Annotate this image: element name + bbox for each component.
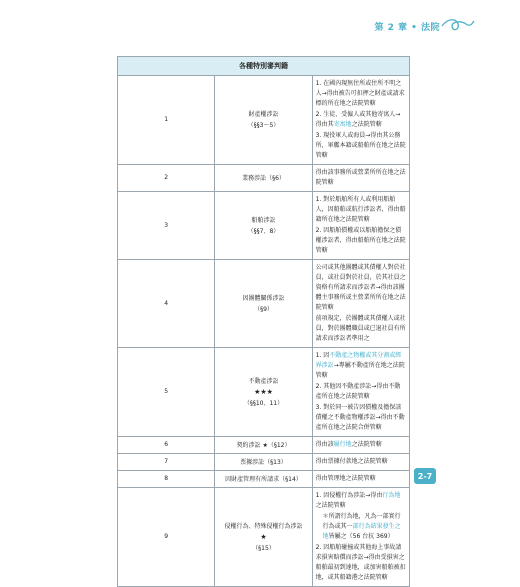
special-jurisdiction-table — [117, 56, 410, 587]
article-reference: （§§10、11） — [243, 399, 284, 407]
rule-item: 1. 在國內現無住所或住所不明之人→得由被告可扣押之財產或請求標的所在地之法院管轄 — [315, 80, 405, 107]
litigation-type — [215, 471, 312, 488]
table-row — [118, 454, 410, 471]
importance-stars: ★ — [260, 532, 267, 541]
litigation-type-label: 票據涉訟（§13） — [240, 458, 287, 466]
litigation-type-label: 財產權涉訟 — [248, 111, 279, 118]
row-number: 2 — [118, 165, 215, 192]
table-row — [118, 165, 410, 192]
table-row — [118, 348, 410, 437]
rule-item: 得由該事務所或營業所所在地之法院管轄 — [315, 169, 406, 186]
importance-stars: ★★★ — [254, 387, 273, 396]
note-item: ＊所謂行為地，凡為一部實行行為或其一部行為結果發生之地皆屬之（56 台抗 369） — [322, 513, 401, 540]
litigation-type — [215, 488, 312, 587]
rule-item: 得由該履行地之法院管轄 — [315, 441, 382, 448]
rule-item: 2. 生徒、受僱人或其他寄寓人→得由其寄寓地之法院管轄 — [315, 111, 401, 128]
litigation-type-label: 不動產涉訟 — [248, 377, 279, 385]
litigation-type-label: 侵權行為、特殊侵權行為涉訟 — [224, 522, 303, 530]
rule-item: 1. 因不動產之物權或其分割或經界涉訟→專屬不動產所在地之法院管轄 — [315, 352, 405, 379]
jurisdiction-rule — [312, 76, 409, 165]
jurisdiction-rule — [312, 437, 409, 454]
row-number: 4 — [118, 260, 215, 348]
litigation-type — [215, 76, 312, 165]
litigation-type — [215, 192, 312, 260]
jurisdiction-rule — [312, 192, 409, 260]
rule-item: 2. 因船舶碰撞或其他海上事故請求損害賠償而涉訟→得由受損害之船舶最初到達地，或加害船舶被扣地，或其船籍港之法院管轄 — [315, 544, 406, 581]
swirl-ornament-icon — [440, 14, 476, 36]
row-number: 7 — [118, 454, 215, 471]
table-title: 各種特別審判籍 — [118, 57, 410, 76]
litigation-type — [215, 260, 312, 348]
row-number: 8 — [118, 471, 215, 488]
litigation-type — [215, 454, 312, 471]
article-reference: （§§7、8） — [247, 227, 280, 235]
row-number: 3 — [118, 192, 215, 260]
table-row — [118, 76, 410, 165]
page-number-badge: 2-7 — [414, 468, 436, 484]
jurisdiction-rule — [312, 454, 409, 471]
row-number: 1 — [118, 76, 215, 165]
rule-item: 1. 對於船舶所有人或利用船舶人，因船舶或航行涉訟者，得由船籍所在地之法院管轄 — [315, 196, 406, 223]
jurisdiction-rule — [312, 488, 409, 587]
jurisdiction-rule — [312, 471, 409, 488]
rule-item: 得由票據付款地之法院管轄 — [315, 458, 388, 465]
rule-item: 3. 現役軍人或海員→得由其公務所，軍艦本籍或船舶所在地之法院管轄 — [315, 132, 406, 159]
litigation-type-label: 因團體關係涉訟 — [242, 294, 285, 302]
rule-item: 2. 因船舶債權或以船舶擔保之債權涉訟者，得由船舶所在地之法院管轄 — [315, 227, 406, 254]
article-reference: （§§3～5） — [247, 122, 280, 129]
litigation-type-label: 因財產管理有所請求（§14） — [225, 475, 302, 483]
row-number: 5 — [118, 348, 215, 437]
litigation-type-label: 業務涉訟（§6） — [242, 174, 285, 182]
rule-item: 2. 其他因不動產涉訟→得由不動產所在地之法院管轄 — [315, 383, 401, 400]
row-number: 9 — [118, 488, 215, 587]
table-row — [118, 471, 410, 488]
jurisdiction-rule — [312, 260, 409, 348]
table-row — [118, 260, 410, 348]
table-row — [118, 488, 410, 587]
table-row — [118, 192, 410, 260]
jurisdiction-rule — [312, 165, 409, 192]
litigation-type — [215, 348, 312, 437]
table-row — [118, 437, 410, 454]
litigation-type — [215, 165, 312, 192]
rule-item: 公司或其他團體或其債權人對於社員，或社員對於社員，於其社員之資格有所請求而涉訟者→得由該團體主事務所或主營業所所在地之法院管轄 — [315, 264, 406, 311]
rule-item: 得由管理地之法院管轄 — [315, 475, 376, 482]
rule-item: 3. 對於同一被告因債權及擔保該債權之不動產物權涉訟→得由不動產所在地之法院合併管轄 — [315, 404, 405, 431]
rule-item: 1. 因侵權行為涉訟→得由行為地之法院管轄 — [315, 492, 401, 509]
article-reference: （§9） — [254, 305, 273, 313]
rule-item: 前項規定，於團體或其債權人或社員，對於團體職員或已退社員有所請求而涉訟者準用之 — [315, 315, 406, 342]
litigation-type-label: 船舶涉訟 — [251, 216, 276, 224]
litigation-type-label: 契約涉訟 ★（§12） — [236, 441, 291, 449]
row-number: 6 — [118, 437, 215, 454]
litigation-type — [215, 437, 312, 454]
article-reference: （§15） — [252, 544, 275, 552]
jurisdiction-rule — [312, 348, 409, 437]
chapter-header: 第 2 章 • 法院 — [374, 23, 440, 33]
